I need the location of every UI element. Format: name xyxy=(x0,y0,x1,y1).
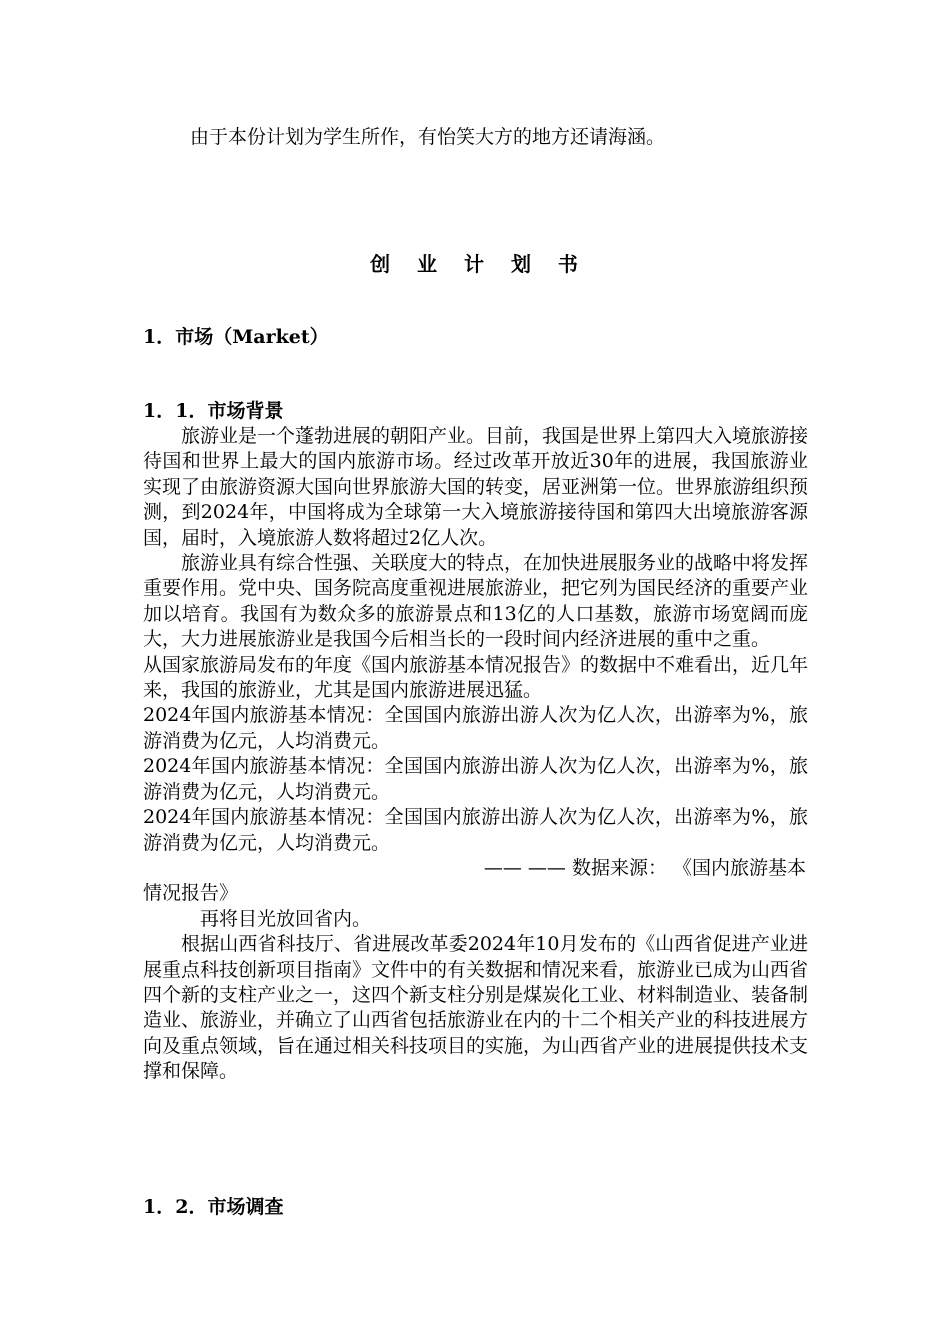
intro-note: 由于本份计划为学生所作，有怡笑大方的地方还请海涵。 xyxy=(190,126,666,148)
paragraph-stats-2: 2024年国内旅游基本情况：全国国内旅游出游人次为亿人次，出游率为%，旅游消费为亿元，人均消费元。 xyxy=(143,755,808,803)
paragraph-report-intro: 从国家旅游局发布的年度《国内旅游基本情况报告》的数据中不难看出，近几年来，我国的旅游业，尤其是国内旅游进展迅猛。 xyxy=(143,653,809,702)
section-heading-market: 1．市场（Market） xyxy=(143,326,329,348)
data-source-continuation: 情况报告》 xyxy=(143,882,239,905)
paragraph-tourism-industry: 旅游业是一个蓬勃进展的朝阳产业。目前，我国是世界上第四大入境旅游接待国和世界上最大的国内旅游市场。经过改革开放近30年的进展，我国旅游业实现了由旅游资源大国向世界旅游大国的转变，居亚洲第一位。世界旅游组织预测，到2024年，中国将成为全球第一大入境旅游接待国和第四大出境旅游客源国，届时，入境旅游人数将超过2亿人次。 xyxy=(143,425,809,549)
section-heading-market-survey: 1．2．市场调查 xyxy=(143,1196,284,1218)
market-background-body xyxy=(143,424,808,1085)
section-heading-market-background: 1．1．市场背景 xyxy=(143,400,284,422)
paragraph-tourism-strategy: 旅游业具有综合性强、关联度大的特点，在加快进展服务业的战略中将发挥重要作用。党中央、国务院高度重视进展旅游业，把它列为国民经济的重要产业加以培育。我国有为数众多的旅游景点和13亿的人口基数，旅游市场宽阔而庞大，大力进展旅游业是我国今后相当长的一段时间内经济进展的重中之重。 xyxy=(143,552,809,651)
paragraph-shanxi-guide: 根据山西省科技厅、省进展改革委2024年10月发布的《山西省促进产业进展重点科技创新项目指南》文件中的有关数据和情况来看，旅游业已成为山西省四个新的支柱产业之一，这四个新支柱分别是煤炭化工业、材料制造业、装备制造业、旅游业，并确立了山西省包括旅游业在内的十二个相关产业的科技进展方向及重点领域，旨在通过相关科技项目的实施，为山西省产业的进展提供技术支撑和保障。 xyxy=(143,933,809,1083)
document-title: 创 业 计 划 书 xyxy=(370,252,588,276)
data-source-line: —— —— 数据来源： 《国内旅游基本 xyxy=(483,856,806,879)
paragraph-stats-3: 2024年国内旅游基本情况：全国国内旅游出游人次为亿人次，出游率为%，旅游消费为亿元，人均消费元。 xyxy=(143,806,808,854)
paragraph-stats-1: 2024年国内旅游基本情况：全国国内旅游出游人次为亿人次，出游率为%，旅游消费为亿元，人均消费元。 xyxy=(143,704,808,752)
paragraph-return-province: 再将目光放回省内。 xyxy=(200,907,372,930)
